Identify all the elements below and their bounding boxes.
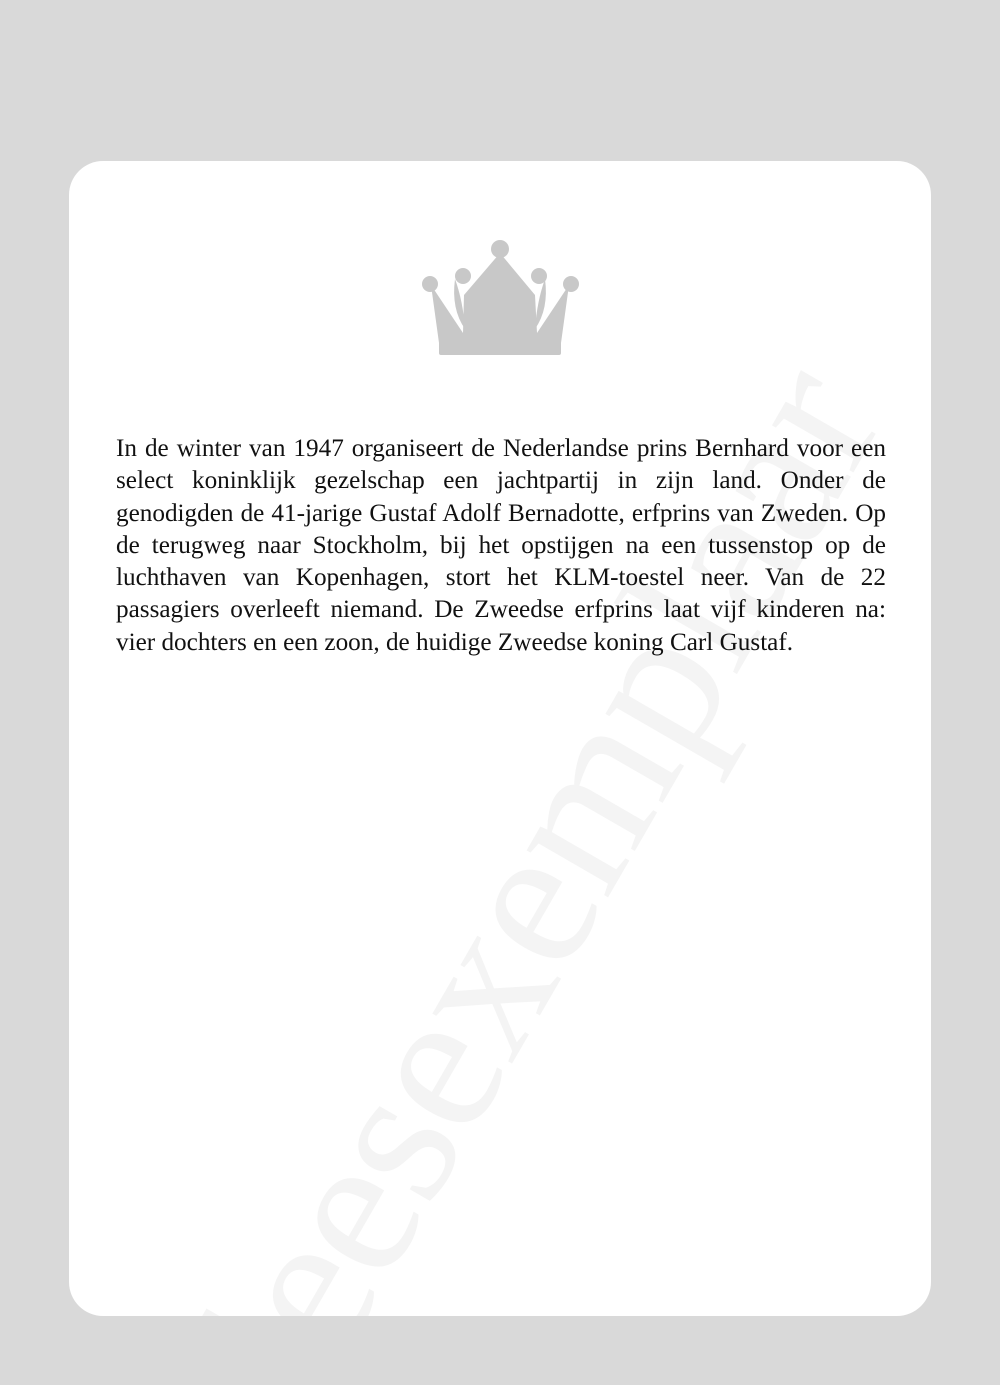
question-card — [69, 161, 931, 1316]
story-paragraph: In de winter van 1947 organiseert de Nederlandse prins Bernhard voor een select koninklijk gezelschap een jachtpartij in zijn land. Onder de genodigden de 41-jarige Gustaf Adolf Bernadotte, erfprins van Zweden. Op de terugweg naar Stockholm, bij het opstijgen na een tussenstop op de luchthaven van Kopenhagen, stort het KLM-toestel neer. Van de 22 passagiers overleeft niemand. De Zweedse erfprins laat vijf kinderen na: vier dochters en een zoon, de huidige Zweedse koning Carl Gustaf. — [116, 435, 886, 656]
crown-icon — [421, 239, 579, 359]
